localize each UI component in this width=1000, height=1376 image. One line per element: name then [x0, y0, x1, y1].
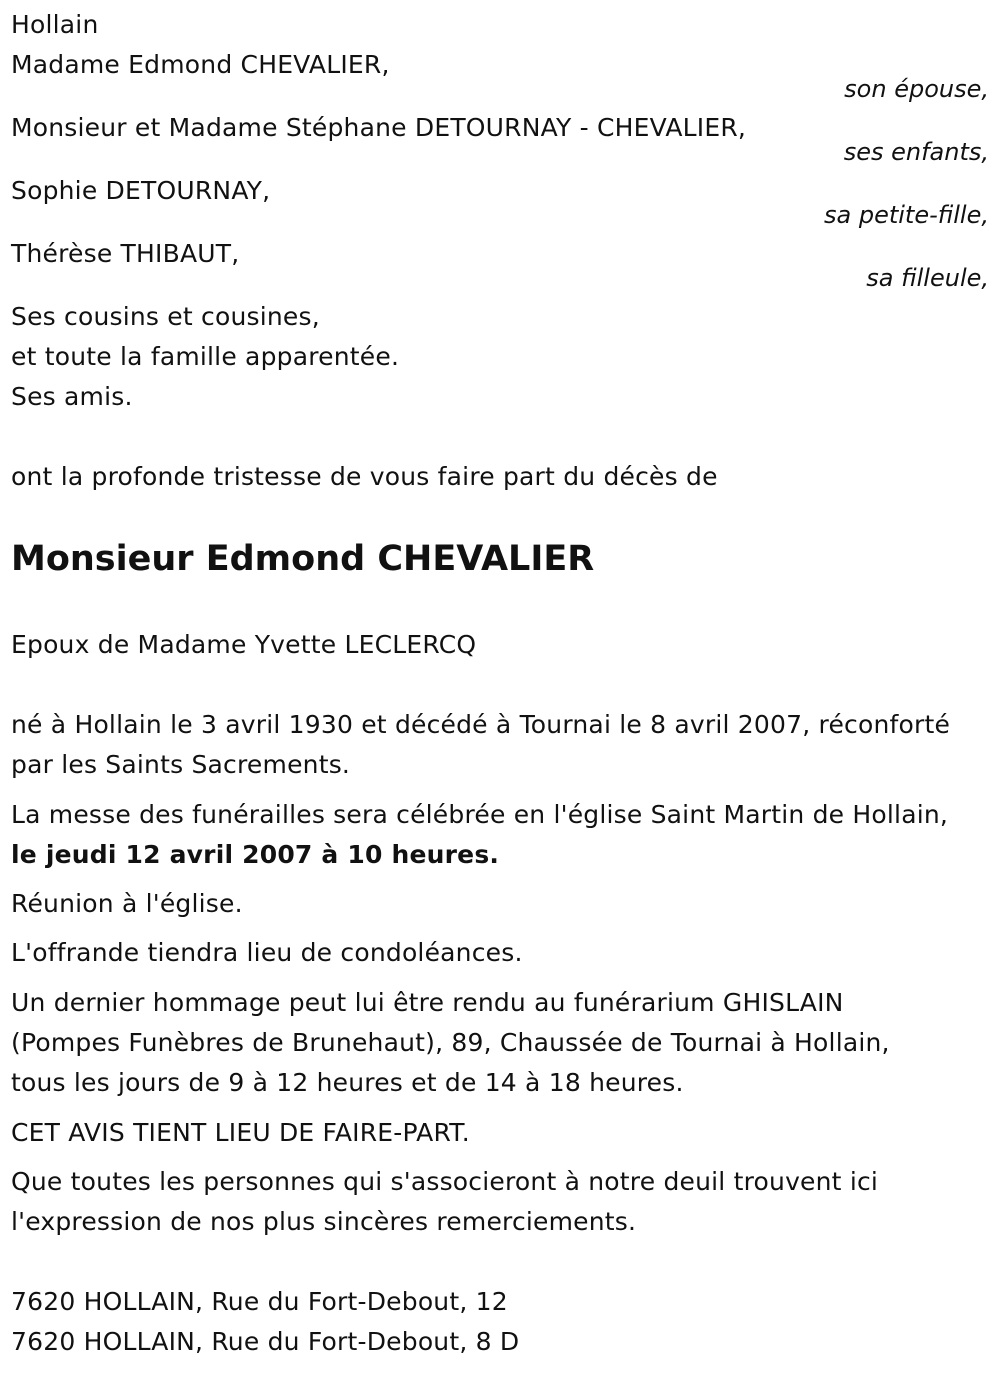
others-cousins: Ses cousins et cousines,	[11, 302, 320, 331]
notice-text: CET AVIS TIENT LIEU DE FAIRE-PART.	[11, 1118, 470, 1147]
place-heading: Hollain	[11, 10, 99, 39]
mass-line-1: La messe des funérailles sera célébrée en l'église Saint Martin de Hollain,	[11, 800, 949, 829]
tribute-line-1: Un dernier hommage peut lui être rendu au funérarium GHISLAIN	[11, 988, 844, 1017]
deceased-name: Monsieur Edmond CHEVALIER	[11, 539, 595, 579]
tribute-line-2: (Pompes Funèbres de Brunehaut), 89, Chaussée de Tournai à Hollain,	[11, 1028, 890, 1057]
announcement-text: ont la profonde tristesse de vous faire part du décès de	[11, 462, 718, 491]
family-member-granddaughter: Sophie DETOURNAY,	[11, 176, 271, 205]
thanks-line-2: l'expression de nos plus sincères remerciements.	[11, 1207, 637, 1236]
others-family: et toute la famille apparentée.	[11, 342, 400, 371]
address-1: 7620 HOLLAIN, Rue du Fort-Debout, 12	[11, 1287, 508, 1316]
family-member-goddaughter: Thérèse THIBAUT,	[11, 239, 240, 268]
relation-children: ses enfants,	[843, 138, 989, 166]
meeting-text: Réunion à l'église.	[11, 889, 243, 918]
birth-death-line-2: par les Saints Sacrements.	[11, 750, 351, 779]
others-friends: Ses amis.	[11, 382, 133, 411]
offering-text: L'offrande tiendra lieu de condoléances.	[11, 938, 523, 967]
tribute-line-3: tous les jours de 9 à 12 heures et de 14 à 18 heures.	[11, 1068, 684, 1097]
mass-date: le jeudi 12 avril 2007 à 10 heures.	[11, 840, 500, 869]
family-member-children: Monsieur et Madame Stéphane DETOURNAY - CHEVALIER,	[11, 113, 747, 142]
relation-granddaughter: sa petite-fille,	[824, 201, 989, 229]
thanks-line-1: Que toutes les personnes qui s'associeront à notre deuil trouvent ici	[11, 1167, 879, 1196]
relation-goddaughter: sa filleule,	[866, 264, 989, 292]
birth-death-line-1: né à Hollain le 3 avril 1930 et décédé à Tournai le 8 avril 2007, réconforté	[11, 710, 951, 739]
relation-spouse: son épouse,	[844, 75, 989, 103]
spouse-line: Epoux de Madame Yvette LECLERCQ	[11, 630, 477, 659]
address-2: 7620 HOLLAIN, Rue du Fort-Debout, 8 D	[11, 1327, 520, 1356]
family-member-spouse: Madame Edmond CHEVALIER,	[11, 50, 390, 79]
